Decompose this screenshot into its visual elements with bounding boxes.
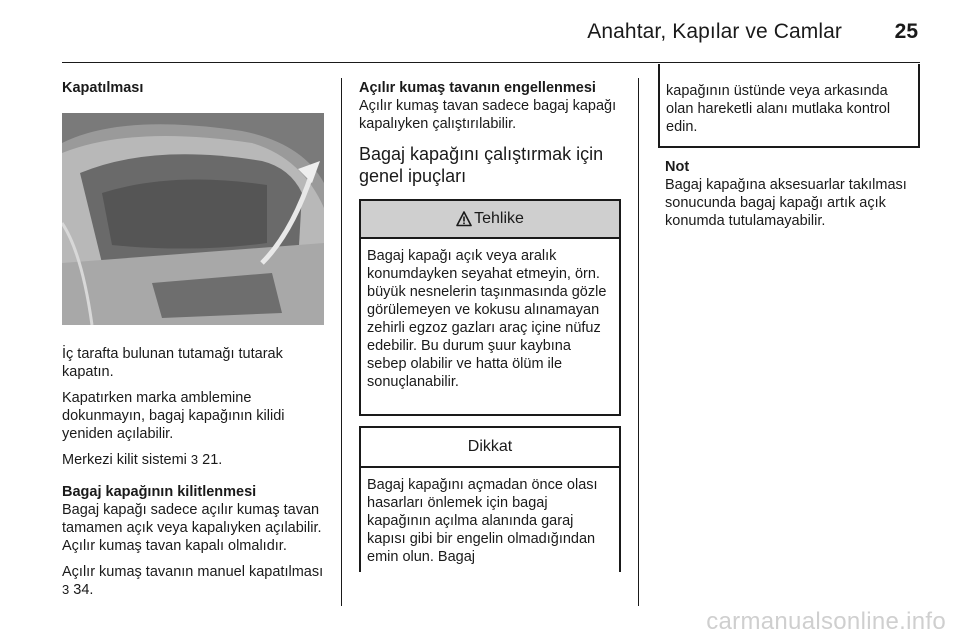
paragraph: İç tarafta bulunan tutamağı tutarak kapatın.: [62, 346, 283, 380]
note-title: Not: [665, 159, 690, 175]
note-block: [658, 158, 920, 230]
caution-box-continued-body: kapağının üstünde veya arkasında olan hareketli alanı mutlaka kontrol edin.: [666, 83, 891, 135]
section-heading-closing: Kapatılması: [62, 80, 144, 96]
paragraph-manual-close-ref: [62, 563, 330, 599]
column-divider-2: [638, 78, 639, 606]
danger-box-header: [361, 201, 619, 239]
column-divider-1: [341, 78, 342, 606]
caution-box-header: [361, 428, 619, 468]
caution-box-title: Dikkat: [467, 438, 513, 455]
page-header-title: Anahtar, Kapılar ve Camlar: [587, 20, 842, 43]
page-ref-arrow: 3: [62, 582, 70, 597]
paragraph: Kapatırken marka amblemine dokunmayın, bagaj kapağının kilidi yeniden açılabilir.: [62, 390, 285, 442]
danger-box-title: Tehlike: [474, 210, 524, 227]
column-1: [62, 79, 330, 607]
danger-box-body: Bagaj kapağı açık veya aralık konumdayken seyahat etmeyin, örn. büyük nesnelerin taşınmasında gözle görülemeyen ve kokusu alınamayan zehirli egzoz gazları araç içine nüfuz edebilir. Bu durum şuur kaybına sebep olabilir ve hatta ölüm ile sonuçlanabilir.: [367, 248, 607, 390]
page-ref-number[interactable]: 34.: [73, 582, 94, 598]
paragraph-central-lock-ref: [62, 451, 330, 469]
page-number: 25: [894, 20, 918, 43]
car-trunk-photo-illustration: [62, 113, 324, 325]
paragraph-text: Merkezi kilit sistemi: [62, 452, 187, 468]
header-divider: [62, 62, 920, 63]
note-body: Bagaj kapağına aksesuarlar takılması sonucunda bagaj kapağı artık açık konumda tutulamayabilir.: [665, 177, 907, 229]
caution-box: [359, 426, 621, 572]
page-ref-number[interactable]: 21.: [202, 452, 223, 468]
section-heading-general-tips: Bagaj kapağını çalıştırmak için genel ipuçları: [359, 144, 604, 186]
caution-box-continued: [658, 64, 920, 148]
paragraph-text: Açılır kumaş tavanın manuel kapatılması: [62, 564, 324, 580]
section-heading-roof-block: Açılır kumaş tavanın engellenmesi: [359, 80, 596, 96]
watermark-text: carmanualsonline.info: [706, 608, 946, 635]
section-heading-locking: Bagaj kapağının kilitlenmesi: [62, 484, 257, 500]
column-2: [359, 79, 621, 572]
paragraph: Bagaj kapağı sadece açılır kumaş tavan tamamen açık veya kapalıyken açılabilir. Açılır kumaş tavan kapalı olmalıdır.: [62, 502, 322, 554]
paragraph: Açılır kumaş tavan sadece bagaj kapağı kapalıyken çalıştırılabilir.: [359, 98, 617, 132]
page-ref-arrow: 3: [190, 452, 199, 467]
danger-box: [359, 199, 621, 416]
column-3: [658, 64, 920, 238]
car-trunk-photo: [62, 113, 324, 325]
warning-triangle-icon: [456, 211, 472, 227]
caution-box-body: Bagaj kapağını açmadan önce olası hasarları önlemek için bagaj kapağının açılma alanında garaj kapısı gibi bir engelin olmadığından emin olun. Bagaj: [367, 477, 598, 565]
